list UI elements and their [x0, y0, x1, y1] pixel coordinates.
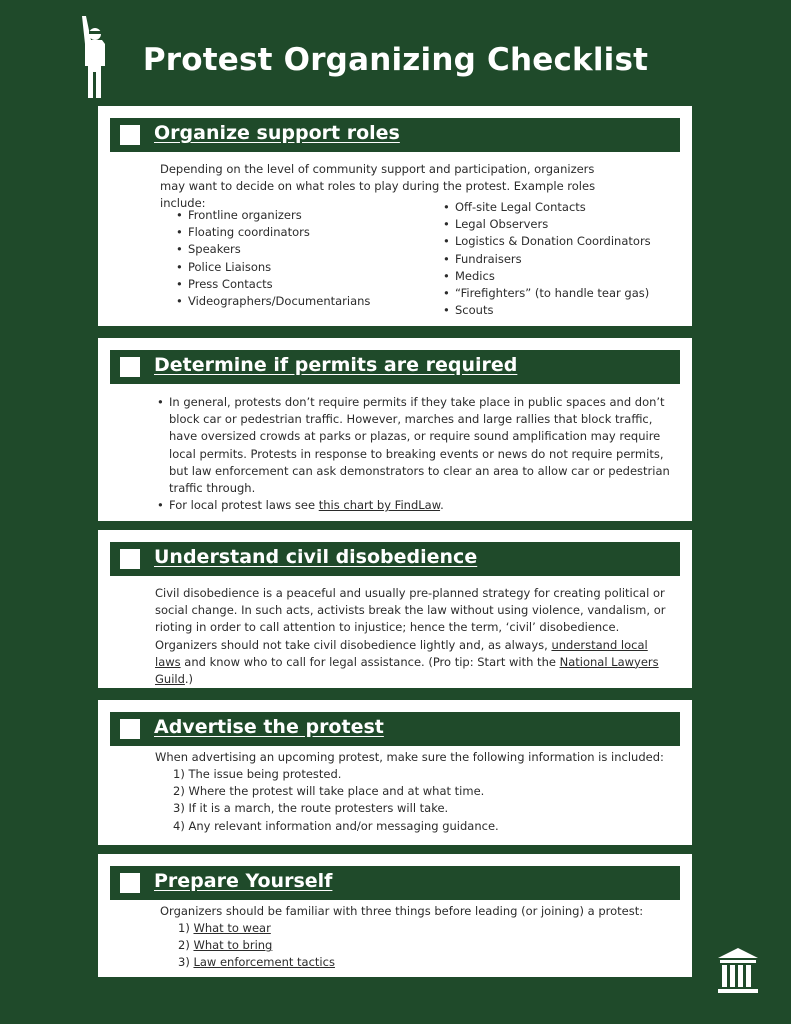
section-advertise: [98, 700, 692, 845]
advertise-steps: [173, 766, 499, 835]
section-civil-disobedience: [98, 530, 692, 688]
list-item: • Speakers: [176, 241, 416, 258]
paragraph-text: .): [184, 672, 194, 687]
list-item: 1) The issue being protested.: [173, 767, 342, 781]
section-permits: [98, 338, 692, 521]
list-item: • Floating coordinators: [176, 224, 416, 241]
section-heading: Advertise the protest: [154, 716, 384, 738]
section-heading: Prepare Yourself: [154, 870, 333, 892]
step-number: 3): [178, 955, 194, 970]
paragraph-text: Civil disobedience is a peaceful and usually pre-planned strategy for creating political or social change. In such acts, activists break the law without using violence, vandalism, or rioting in order to call attention to injustice; hence the term, ‘civil’ disobedience. Organizers should not take civil disobedience lightly and, as always,: [155, 586, 666, 652]
list-item: • “Firefighters” (to handle tear gas): [443, 285, 683, 302]
list-item: • Press Contacts: [176, 276, 416, 293]
list-item: [178, 937, 335, 954]
section-header-bar: [110, 350, 680, 384]
list-item: 2) Where the protest will take place and at what time.: [173, 784, 485, 799]
bullet-text-end: .: [440, 498, 444, 513]
section-header-bar: [110, 712, 680, 746]
what-to-bring-link[interactable]: What to bring: [193, 938, 273, 953]
section-intro: Organizers should be familiar with three things before leading (or joining) a protest:: [160, 904, 644, 918]
checkbox[interactable]: [120, 549, 140, 569]
checkbox[interactable]: [120, 719, 140, 739]
section-header-bar: [110, 118, 680, 152]
section-heading: Organize support roles: [154, 122, 400, 144]
list-item: [178, 954, 335, 971]
local-laws-link[interactable]: understand local laws: [155, 637, 648, 669]
list-item: • Scouts: [443, 302, 683, 319]
list-item: • Logistics & Donation Coordinators: [443, 233, 683, 250]
list-item: • In general, protests don’t require permits if they take place in public spaces and don’t block car or pedestrian traffic. However, marches and large rallies that block traffic, have oversized crowds at parks or plazas, or require sound amplification may require local permits. Protests in response to breaking events or news do not require permits, but law enforcement can ask demonstrators to clear an area to allow car or pedestrian traffic through.: [157, 394, 679, 497]
list-item: • Medics: [443, 268, 683, 285]
section-prepare-yourself: [98, 854, 692, 977]
list-item: • Videographers/Documentarians: [176, 293, 416, 310]
list-item: • Police Liaisons: [176, 259, 416, 276]
list-item: 4) Any relevant information and/or messaging guidance.: [173, 818, 499, 833]
list-item: • Off-site Legal Contacts: [443, 199, 683, 216]
checkbox[interactable]: [120, 357, 140, 377]
section-heading: Determine if permits are required: [154, 354, 518, 376]
section-organize-roles: [98, 106, 692, 326]
section-header-bar: [110, 866, 680, 900]
section-intro: Depending on the level of community support and participation, organizers may want to decide on what roles to play during the protest. Example roles include:: [160, 162, 596, 211]
step-number: 1): [178, 921, 194, 935]
prepare-steps: [178, 920, 335, 972]
checkbox[interactable]: [120, 125, 140, 145]
civil-disobedience-text: [155, 585, 675, 688]
page-title: Protest Organizing Checklist: [142, 42, 649, 78]
roles-list-right: [443, 199, 683, 319]
street-civics-logo-icon: [714, 940, 780, 1006]
list-item: [157, 497, 679, 514]
list-item: • Fundraisers: [443, 251, 683, 268]
list-item: • Frontline organizers: [176, 207, 416, 224]
law-enforcement-tactics-link[interactable]: Law enforcement tactics: [193, 955, 335, 970]
section-heading: Understand civil disobedience: [154, 546, 478, 568]
what-to-wear-link[interactable]: What to wear: [193, 921, 271, 935]
bullet-text: For local protest laws see: [169, 498, 319, 513]
step-number: 2): [178, 938, 194, 953]
permits-bullets: [157, 394, 679, 514]
roles-list-left: [176, 207, 416, 310]
national-lawyers-guild-link[interactable]: National Lawyers Guild: [155, 654, 659, 687]
section-header-bar: [110, 542, 680, 576]
list-item: [178, 920, 335, 937]
findlaw-chart-link[interactable]: this chart by FindLaw: [318, 498, 441, 513]
list-item: • Legal Observers: [443, 216, 683, 233]
list-item: 3) If it is a march, the route protesters will take.: [173, 801, 449, 816]
section-intro: When advertising an upcoming protest, make sure the following information is included:: [155, 750, 664, 764]
checkbox[interactable]: [120, 873, 140, 893]
paragraph-text: and know who to call for legal assistance. (Pro tip: Start with the: [180, 654, 560, 669]
